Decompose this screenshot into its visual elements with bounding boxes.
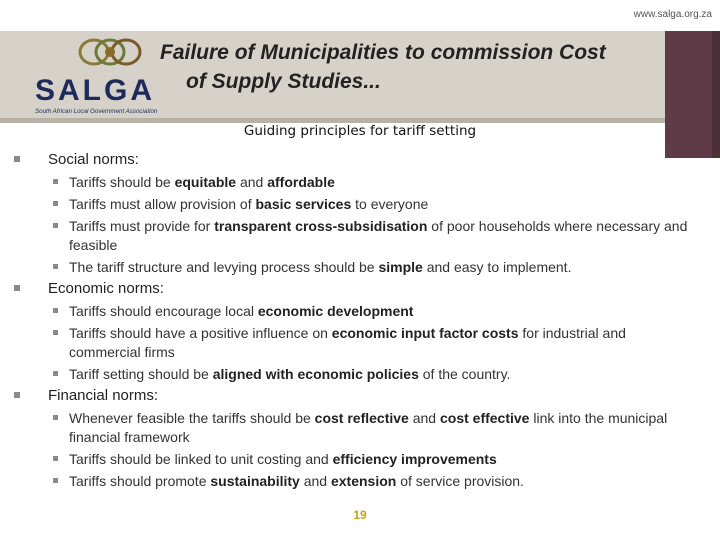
section-heading-suffix: : (159, 280, 164, 297)
item-text: and easy to implement. (422, 259, 572, 275)
item-text: Tariffs should have a positive influence on (69, 325, 332, 341)
principle-item (14, 258, 694, 277)
logo-wordmark: SALGA (35, 74, 155, 107)
emphasis-text: transparent cross-subsidisation (214, 218, 428, 234)
bullet-square-icon (53, 201, 58, 206)
item-text: of the country. (418, 366, 511, 382)
bullet-square-icon (14, 285, 20, 291)
slide-subtitle: Guiding principles for tariff setting (243, 123, 477, 139)
item-text: Tariffs must provide for (69, 218, 215, 234)
principle-item (14, 217, 694, 255)
bullet-square-icon (53, 308, 58, 313)
top-strip (0, 0, 720, 31)
section-heading (14, 279, 694, 299)
principle-item (14, 173, 694, 192)
emphasis-text: aligned with economic policies (212, 366, 419, 382)
emphasis-text: affordable (267, 174, 335, 190)
item-text: Tariffs should be (69, 174, 175, 190)
principle-item (14, 302, 694, 321)
section-heading (14, 150, 694, 170)
bullet-square-icon (53, 456, 58, 461)
section-heading-text: Economic norms (48, 280, 160, 297)
bullet-square-icon (14, 392, 20, 398)
item-text: Tariffs should be linked to unit costing and (69, 451, 333, 467)
section-heading-suffix: : (153, 387, 159, 404)
section-heading-suffix: : (134, 151, 139, 168)
item-text: for industrial and commercial firms (69, 325, 626, 360)
page-number: 19 (353, 508, 367, 522)
site-url: www.salga.org.za (633, 9, 712, 20)
item-text: Tariff setting should be (69, 366, 213, 382)
item-text: and (236, 174, 268, 190)
title-line-2: of Supply Studies... (186, 70, 381, 93)
item-text: Whenever feasible the tariffs should be (69, 410, 315, 426)
emphasis-text: cost effective (439, 410, 530, 426)
principles-list (14, 148, 694, 491)
bullet-square-icon (53, 330, 58, 335)
principle-item (14, 365, 694, 384)
item-text: and (408, 410, 440, 426)
title-line-1: Failure of Municipalities to commission Cost (160, 41, 606, 64)
emphasis-text: economic development (257, 303, 414, 319)
item-text: Tariffs should encourage local (69, 303, 258, 319)
item-text: of service provision. (396, 473, 524, 489)
section-heading-text: Social norms (48, 151, 135, 168)
logo-tagline: South African Local Government Association (35, 108, 158, 115)
principle-item (14, 409, 694, 447)
principle-item (14, 450, 694, 469)
section-heading-text: Financial norms (48, 387, 154, 404)
emphasis-text: simple (378, 259, 423, 275)
emphasis-text: economic input factor costs (331, 325, 519, 341)
principle-item (14, 324, 694, 362)
principle-item (14, 195, 694, 214)
item-text: The tariff structure and levying process should be (69, 259, 379, 275)
section-heading (14, 386, 694, 406)
principle-item (14, 472, 694, 491)
item-text: and (299, 473, 331, 489)
emphasis-text: basic services (255, 196, 352, 212)
item-text: of poor households where necessary and feasible (69, 218, 688, 253)
item-text: to everyone (351, 196, 429, 212)
bullet-square-icon (53, 478, 58, 483)
bullet-square-icon (53, 179, 58, 184)
emphasis-text: extension (330, 473, 397, 489)
emphasis-text: cost reflective (314, 410, 409, 426)
slide-title (160, 38, 680, 96)
emphasis-text: equitable (174, 174, 237, 190)
bullet-square-icon (53, 264, 58, 269)
emphasis-text: sustainability (210, 473, 300, 489)
emphasis-text: efficiency improvements (332, 451, 497, 467)
item-text: Tariffs should promote (69, 473, 211, 489)
bullet-square-icon (53, 371, 58, 376)
bullet-square-icon (14, 156, 20, 162)
item-text: Tariffs must allow provision of (69, 196, 256, 212)
bullet-square-icon (53, 223, 58, 228)
item-text: link into the municipal financial framework (69, 410, 668, 445)
bullet-square-icon (53, 415, 58, 420)
